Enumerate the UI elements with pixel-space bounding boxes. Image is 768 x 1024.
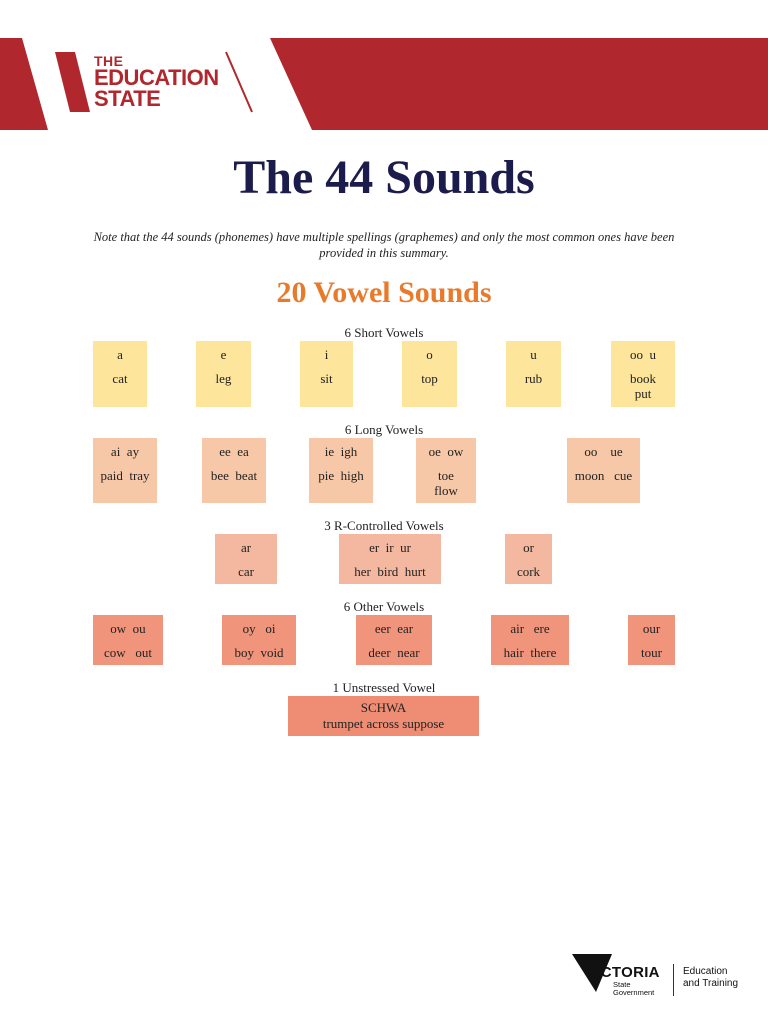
grapheme: a (117, 347, 123, 362)
example-word: top (421, 371, 438, 386)
department-line-2: and Training (683, 978, 739, 989)
short-vowel-card (506, 341, 561, 407)
grapheme: ai ay (110, 444, 140, 459)
example-word: leg (215, 371, 232, 386)
example-word: hair there (503, 645, 557, 660)
grapheme: SCHWA (360, 700, 407, 715)
short-vowel-card (402, 341, 457, 407)
grapheme: u (530, 347, 537, 362)
long-vowel-card (567, 438, 640, 503)
unstressed-vowel-label: 1 Unstressed Vowel (332, 680, 436, 695)
logo-chevron (55, 52, 90, 112)
short-vowels-label: 6 Short Vowels (344, 325, 424, 340)
other-vowel-card (356, 615, 432, 665)
footer-divider (673, 964, 674, 996)
grapheme: ow ou (110, 621, 146, 636)
grapheme: ar (240, 540, 252, 555)
example-word: cow out (103, 645, 153, 660)
example-word: sit (320, 371, 333, 386)
other-vowel-card (222, 615, 296, 665)
grapheme: oy oi (242, 621, 276, 636)
logo-line-2: EDUCATION (94, 65, 219, 91)
example-word: bee beat (210, 468, 258, 483)
r-controlled-vowel-card (339, 534, 441, 584)
r-controlled-vowels-label: 3 R-Controlled Vowels (324, 518, 444, 533)
example-word-2: flow (434, 483, 458, 498)
example-word: cork (516, 564, 541, 579)
long-vowels-label: 6 Long Vowels (344, 422, 424, 437)
example-word: pie high (318, 468, 364, 483)
grapheme: air ere (510, 621, 550, 636)
grapheme: ee ea (219, 444, 249, 459)
grapheme: i (324, 347, 329, 362)
education-state-logo (94, 55, 219, 110)
r-controlled-vowel-card (505, 534, 552, 584)
other-vowel-card (93, 615, 163, 665)
grapheme: eer ear (374, 621, 414, 636)
short-vowel-card (93, 341, 147, 407)
grapheme: er ir ur (369, 540, 411, 555)
short-vowel-card (300, 341, 353, 407)
other-vowel-card (491, 615, 569, 665)
example-word: car (238, 564, 254, 579)
section-heading: 20 Vowel Sounds (276, 276, 492, 309)
victoria-logo-word: VICTORIA (586, 964, 660, 981)
victoria-logo-sub (613, 981, 654, 997)
example-word: deer near (368, 645, 420, 660)
short-vowel-card (611, 341, 675, 407)
long-vowel-card (416, 438, 476, 503)
intro-note: Note that the 44 sounds (phonemes) have multiple spellings (graphemes) and only the most common ones have been provided in this summary. (93, 230, 675, 260)
logo-line-1: THE (94, 53, 124, 69)
schwa-card (288, 696, 479, 736)
example-word: boy void (234, 645, 284, 660)
example-word: book (630, 371, 656, 386)
example-word: toe (438, 468, 454, 483)
example-word: tour (641, 645, 662, 660)
long-vowel-card (309, 438, 373, 503)
example-word-2: put (634, 386, 652, 401)
grapheme: o (426, 347, 433, 362)
grapheme: oo ue (584, 444, 623, 459)
short-vowel-card (196, 341, 251, 407)
grapheme: oo u (630, 347, 656, 362)
grapheme: e (220, 347, 227, 362)
example-word: rub (524, 371, 543, 386)
long-vowel-card (202, 438, 266, 503)
logo-sub-line-1: State (613, 980, 631, 989)
department-line-1: Education (683, 966, 728, 977)
grapheme: or (523, 540, 534, 555)
example-word: trumpet across suppose (322, 716, 445, 731)
example-word: moon cue (574, 468, 633, 483)
long-vowel-card (93, 438, 157, 503)
grapheme: our (642, 621, 661, 636)
example-word: her bird hurt (354, 564, 426, 579)
page-title: The 44 Sounds (233, 151, 535, 204)
example-word: cat (112, 371, 128, 386)
example-word: paid tray (100, 468, 150, 483)
department-name (683, 966, 738, 990)
r-controlled-vowel-card (215, 534, 277, 584)
grapheme: ie igh (324, 444, 358, 459)
other-vowel-card (628, 615, 675, 665)
other-vowels-label: 6 Other Vowels (343, 599, 425, 614)
logo-line-3: STATE (94, 86, 161, 112)
logo-sub-line-2: Government (613, 988, 655, 997)
grapheme: oe ow (428, 444, 464, 459)
